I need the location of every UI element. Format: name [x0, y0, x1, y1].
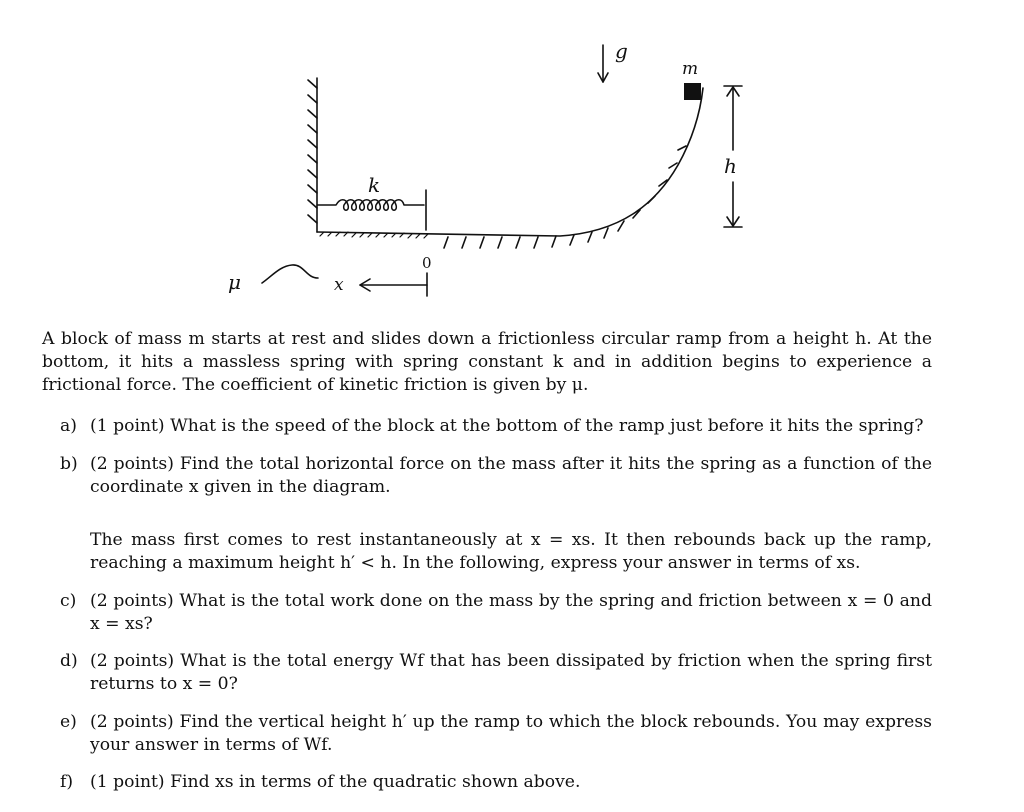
question-c [60, 590, 932, 636]
question-e [60, 711, 932, 757]
question-b [60, 453, 932, 499]
origin-label: 0 [422, 254, 432, 272]
mass-label: m [682, 59, 699, 79]
question-text: (2 points) What is the total energy Wf that has been dissipated by friction when the spring first returns to x = 0? [90, 651, 932, 694]
gravity-label: g [615, 39, 628, 63]
question-a [60, 415, 932, 438]
ramp-spring-diagram [0, 0, 1024, 320]
question-text: (2 points) Find the vertical height h′ up the ramp to which the block rebounds. You may express your answer in terms of Wf. [90, 712, 932, 755]
question-label: a) [60, 416, 77, 436]
question-label: e) [60, 712, 77, 732]
question-label: d) [60, 651, 78, 671]
friction-leader [262, 265, 318, 283]
question-label: c) [60, 591, 77, 611]
question-d [60, 650, 932, 696]
height-label: h [724, 154, 737, 178]
spring [317, 200, 424, 211]
question-text: (2 points) What is the total work done on the mass by the spring and friction between x = 0 and x = xs? [90, 591, 932, 634]
question-text: (1 point) Find xs in terms of the quadratic shown above. [90, 772, 581, 792]
problem-intro: A block of mass m starts at rest and slides down a frictionless circular ramp from a height h. At the bottom, it hits a massless spring with spring constant k and in addition begins to experience a frictional force. The coefficient of kinetic friction is given by μ. [42, 329, 932, 395]
floor [317, 88, 703, 236]
question-text: (1 point) What is the speed of the block at the bottom of the ramp just before it hits the spring? [90, 416, 924, 436]
block-mass [684, 83, 701, 100]
question-f [60, 771, 932, 794]
floor-hatching-right [444, 146, 686, 248]
coordinate-label: x [334, 275, 344, 295]
friction-label: μ [228, 270, 241, 294]
question-label: f) [60, 772, 74, 792]
wall-hatching [308, 80, 317, 223]
spring-constant-label: k [368, 173, 381, 197]
question-text: (2 points) Find the total horizontal force on the mass after it hits the spring as a function of the coordinate x given in the diagram. [90, 454, 932, 497]
middle-note: The mass first comes to rest instantaneously at x = xs. It then rebounds back up the ramp, reaching a maximum height h′ < h. In the following, express your answer in terms of xs. [90, 530, 932, 573]
question-label: b) [60, 454, 78, 474]
